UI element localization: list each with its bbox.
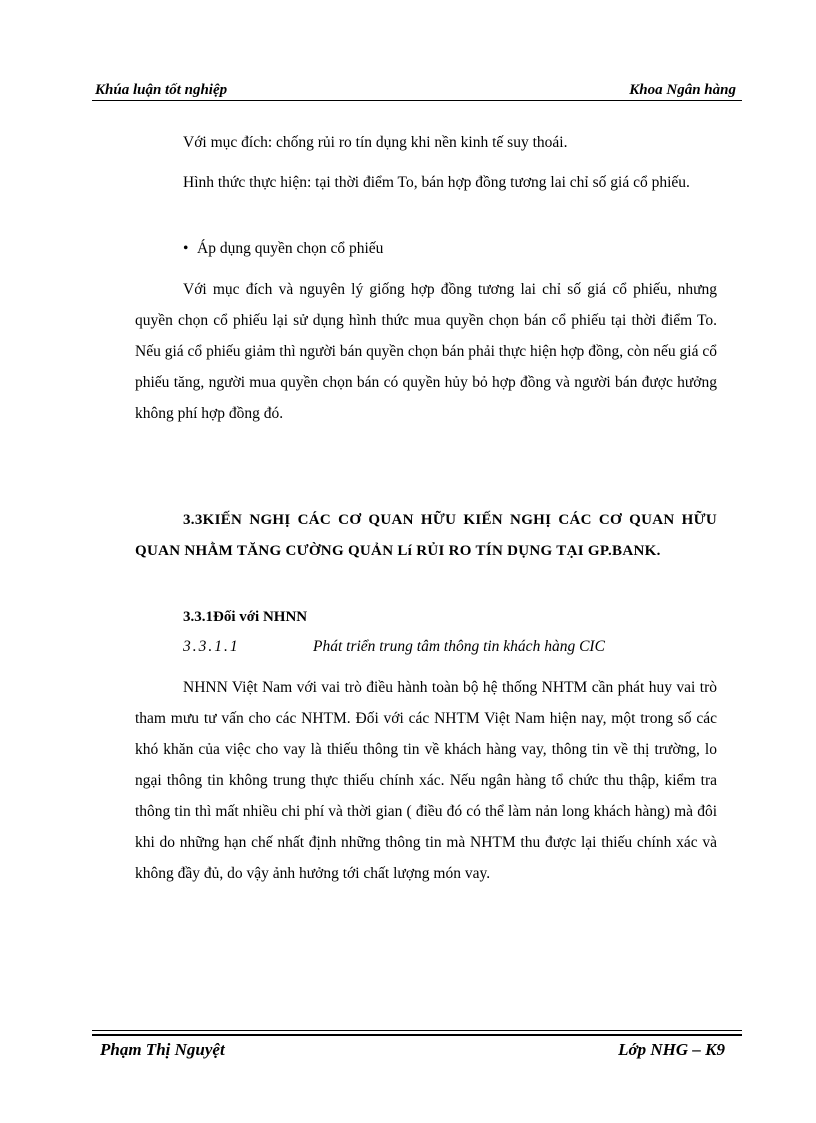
bullet-icon: • [183,240,189,257]
subsection-heading: 3.3.1Đối với NHNN [183,609,308,625]
paragraph-method: Hình thức thực hiện: tại thời điểm To, bán hợp đồng tương lai chỉ số giá cổ phiếu. [183,174,690,191]
header-divider [92,100,742,101]
footer-author: Phạm Thị Nguyệt [100,1040,225,1059]
subsubsection-heading [183,638,723,656]
footer-divider-thick [92,1034,742,1036]
paragraph-purpose: Với mục đích: chống rủi ro tín dụng khi nền kinh tế suy thoái. [183,134,568,151]
footer-class: Lớp NHG – K9 [618,1040,725,1059]
footer-divider-thin [92,1030,742,1031]
bullet-text: Áp dụng quyền chọn cổ phiếu [197,240,384,257]
bullet-item [183,240,383,258]
page-footer [100,1040,725,1062]
header-department: Khoa Ngân hàng [629,82,736,98]
paragraph-options: Với mục đích và nguyên lý giống hợp đồng tương lai chỉ số giá cổ phiếu, nhưng quyền chọn cổ phiếu lại sử dụng hình thức mua quyền chọn bán cổ phiếu tại thời điểm To. Nếu giá cổ phiếu giảm thì người bán quyền chọn bán phải thực hiện hợp đồng, còn nếu giá cổ phiếu tăng, người mua quyền chọn bán có quyền hủy bỏ hợp đồng và người bán được hưởng không phí hợp đồng đó. [135,281,717,422]
section-heading: 3.3KIẾN NGHỊ CÁC CƠ QUAN HỮU KIẾN NGHỊ CÁC CƠ QUAN HỮU QUAN NHẰM TĂNG CƯỜNG QUẢN Lí RỦI RO TÍN DỤNG TẠI GP.BANK. [135,512,717,559]
paragraph-cic: NHNN Việt Nam với vai trò điều hành toàn bộ hệ thống NHTM cần phát huy vai trò tham mưu tư vấn cho các NHTM. Đối với các NHTM Việt Nam hiện nay, một trong số các khó khăn của việc cho vay là thiếu thông tin về khách hàng vay, thông tin về thị trường, lo ngại thông tin không trung thực thiếu chính xác. Nếu ngân hàng tổ chức thu thập, kiểm tra thông tin thì mất nhiều chi phí và thời gian ( điều đó có thể làm nản long khách hàng) mà đôi khi do những hạn chế nhất định những thông tin mà NHTM thu được lại thiếu chính xác và không đầy đủ, do vậy ảnh hưởng tới chất lượng món vay. [135,679,717,882]
subsubsection-title: Phát triển trung tâm thông tin khách hàng CIC [313,638,605,655]
header-thesis-title: Khúa luận tốt nghiệp [95,82,228,98]
subsubsection-number: 3.3.1.1 [183,638,240,655]
page-header [95,80,740,102]
